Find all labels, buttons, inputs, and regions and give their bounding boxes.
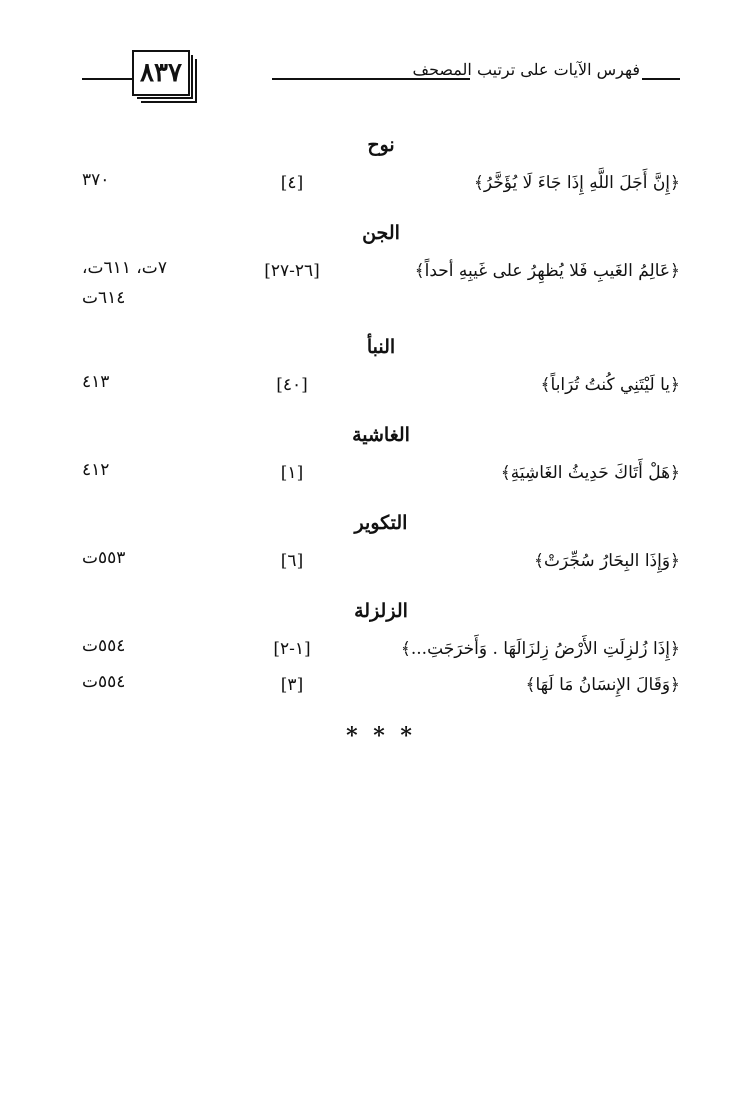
- end-ornament: * * *: [346, 723, 416, 749]
- index-entry: [82, 631, 680, 667]
- ayah-number: [٦]: [280, 551, 304, 571]
- index-entry: [82, 367, 680, 403]
- page-references: ٥٥٤ت: [82, 672, 126, 692]
- page-references: ٥٥٣ت: [82, 548, 126, 568]
- ayah-text: ﴿وَإِذَا البِحَارُ سُجِّرَتْ﴾: [534, 551, 680, 571]
- page-references: ٤١٢: [82, 460, 110, 480]
- ayah-number: [٤]: [280, 173, 304, 193]
- running-title: فهرس الآيات على ترتيب المصحف: [412, 60, 640, 79]
- surah-heading: التكوير: [354, 512, 408, 534]
- ayah-text: ﴿هَلْ أَتَاكَ حَدِيثُ الغَاشِيَةِ﴾: [500, 463, 680, 483]
- page-references: ٣٧٠: [82, 170, 110, 190]
- page-references: ٧ت، ٦١١ت، ٦١٤ت: [82, 258, 167, 308]
- ayah-text: ﴿إِذَا زُلزِلَتِ الأَرْضُ زِلزَالَهَا . وَأَخرَجَتِ...﴾: [400, 639, 680, 659]
- surah-heading: النبأ: [366, 336, 396, 358]
- surah-heading: الجن: [362, 222, 400, 244]
- index-entry: [82, 543, 680, 579]
- header-rule-right: [642, 78, 680, 80]
- ayah-number: [٤٠]: [276, 375, 308, 395]
- surah-heading: الغاشية: [352, 424, 410, 446]
- ayah-number: [١-٢]: [273, 639, 311, 659]
- ayah-text: ﴿إِنَّ أَجَلَ اللَّهِ إِذَا جَاءَ لَا يُؤَخَّرُ﴾: [473, 173, 680, 193]
- index-entry: [82, 253, 680, 315]
- ayah-text: ﴿وَقَالَ الإِنسَانُ مَا لَهَا﴾: [525, 675, 680, 695]
- page-header: [82, 50, 680, 100]
- page-number: ٨٣٧: [140, 58, 182, 88]
- ayah-number: [١]: [280, 463, 304, 483]
- index-entry: [82, 667, 680, 703]
- ayah-text: ﴿عَالِمُ الغَيبِ فَلا يُظهِرُ على غَيبِهِ أحداً﴾: [414, 261, 680, 281]
- ayah-number: [٢٦-٢٧]: [264, 261, 320, 281]
- surah-heading: نوح: [367, 134, 395, 156]
- ayah-number: [٣]: [280, 675, 304, 695]
- page-references: ٤١٣: [82, 372, 110, 392]
- page-references: ٥٥٤ت: [82, 636, 126, 656]
- surah-heading: الزلزلة: [354, 600, 408, 622]
- ayah-text: ﴿يا لَيْتَنِي كُنتُ تُرَاباً﴾: [540, 375, 680, 395]
- index-entry: [82, 165, 680, 201]
- index-entry: [82, 455, 680, 491]
- index-content: [82, 125, 680, 749]
- header-rule-left: [82, 78, 132, 80]
